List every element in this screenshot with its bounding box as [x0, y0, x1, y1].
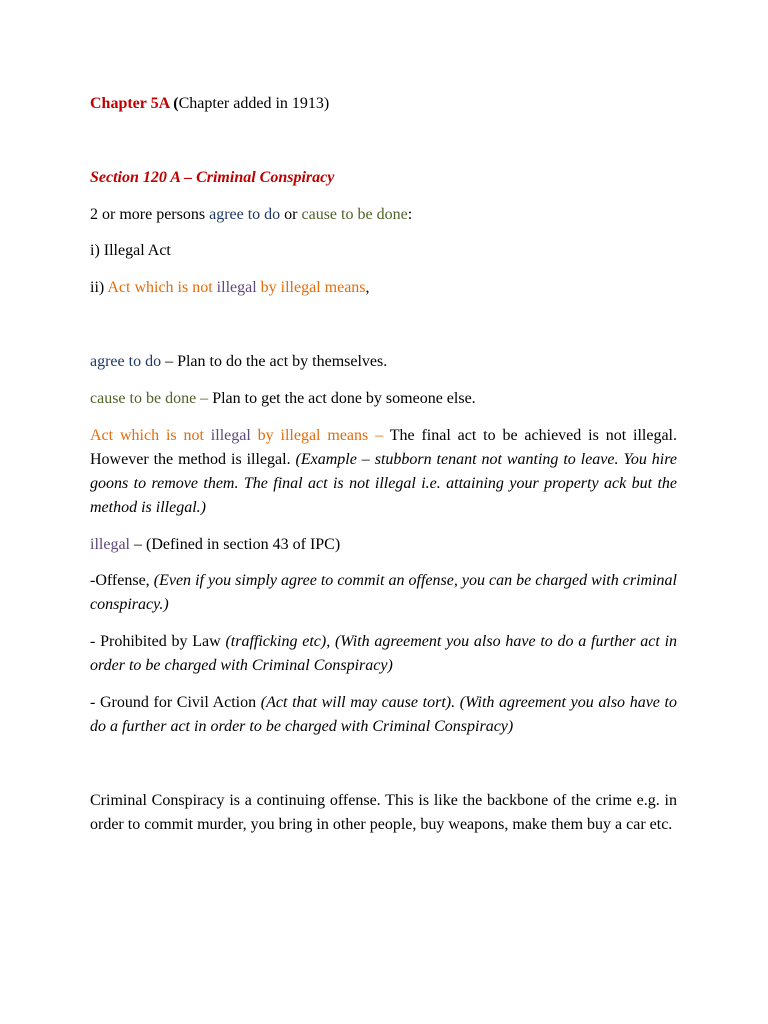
item-ii-prefix: ii): [90, 279, 108, 296]
agree-to-do-term: agree to do: [209, 206, 281, 223]
intro-line: [90, 203, 677, 227]
illegal-item-offense-label: -Offense,: [90, 572, 154, 589]
illegal-item-civil-label: - Ground for Civil Action: [90, 694, 261, 711]
definition-act-text: The final act to be achieved is not illegal. However the method is illegal.: [90, 427, 677, 468]
definition-agree: [90, 350, 677, 374]
illegal-item-prohibited-note: (trafficking etc), (With agreement you also have to do a further act in order to be charged with Criminal Conspiracy): [90, 633, 678, 674]
illegal-item-prohibited: [90, 630, 677, 678]
illegal-term: illegal: [216, 279, 257, 296]
definition-act: [90, 424, 677, 520]
cause-to-be-done-term: cause to be done: [301, 206, 408, 223]
illegal-item-offense: [90, 569, 677, 617]
definition-illegal-term: illegal: [90, 536, 130, 553]
list-item-not-illegal-act: [90, 276, 677, 300]
act-term-part2: by illegal means: [256, 279, 366, 296]
intro-colon: :: [407, 206, 413, 223]
definition-act-term-part1: Act which is not: [90, 427, 211, 444]
definition-agree-text: – Plan to do the act by themselves.: [161, 353, 388, 370]
definition-act-term-part2: by illegal means –: [250, 427, 390, 444]
definition-act-illegal: illegal: [210, 427, 251, 444]
list-item-illegal-act: i) Illegal Act: [90, 242, 171, 259]
chapter-title: Chapter 5A: [90, 95, 170, 112]
item-ii-comma: ,: [365, 279, 370, 296]
definition-act-example: (Example – stubborn tenant not wanting to leave. You hire goons to remove them. The final act is not illegal i.e. attaining your property ack but the method is illegal.): [90, 451, 677, 516]
intro-prefix: 2 or more persons: [90, 206, 210, 223]
definition-agree-term: agree to do: [90, 353, 162, 370]
act-term-part1: Act which is not: [107, 279, 217, 296]
definition-cause-text: Plan to get the act done by someone else.: [212, 390, 476, 407]
chapter-heading: [90, 92, 677, 116]
chapter-note: Chapter added in 1913): [178, 95, 330, 112]
definition-illegal-text: – (Defined in section 43 of IPC): [129, 536, 341, 553]
illegal-item-civil-note: (Act that will may cause tort). (With agreement you also have to do a further act in order to be charged with Criminal Conspiracy): [90, 694, 677, 735]
intro-or: or: [280, 206, 302, 223]
illegal-item-civil-action: [90, 691, 677, 739]
definition-cause-term: cause to be done –: [90, 390, 213, 407]
illegal-item-offense-note: (Even if you simply agree to commit an offense, you can be charged with criminal conspiracy.): [90, 572, 677, 613]
illegal-item-prohibited-label: - Prohibited by Law: [90, 633, 226, 650]
closing-paragraph: Criminal Conspiracy is a continuing offense. This is like the backbone of the crime e.g. in order to commit murder, you bring in other people, buy weapons, make them buy a car etc.: [90, 792, 677, 833]
definition-illegal: [90, 533, 677, 557]
definition-cause: [90, 387, 677, 411]
chapter-open-paren: (: [169, 95, 179, 112]
section-title: Section 120 A – Criminal Conspiracy: [90, 169, 335, 186]
